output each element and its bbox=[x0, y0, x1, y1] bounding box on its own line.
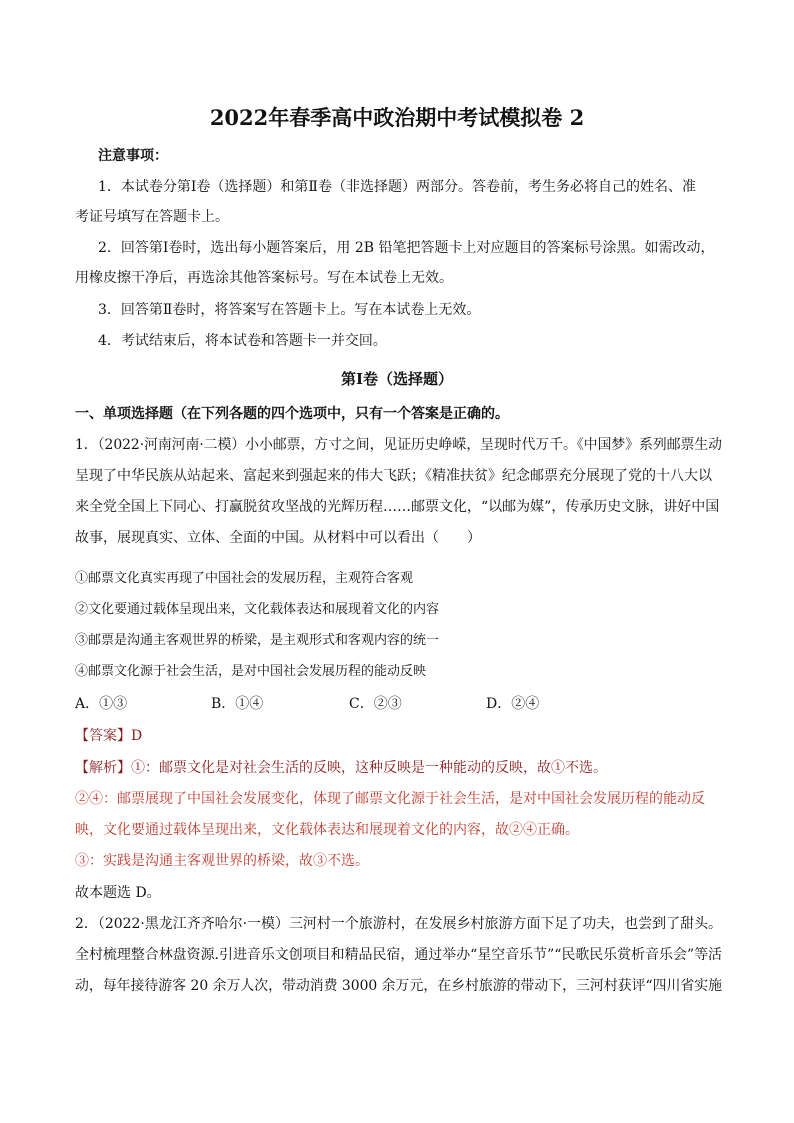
notice-line: 1．本试卷分第Ⅰ卷（选择题）和第Ⅱ卷（非选择题）两部分。答卷前，考生务必将自己的姓名、准 bbox=[98, 179, 696, 195]
notice-line: 考证号填写在答题卡上。 bbox=[75, 209, 229, 225]
notice-line: 3．回答第Ⅱ卷时，将答案写在答题卡上。写在本试卷上无效。 bbox=[98, 302, 481, 318]
answer-value: D bbox=[131, 728, 143, 744]
page-title: 2022年春季高中政治期中考试模拟卷 2 bbox=[209, 105, 585, 130]
statement-item: ②文化要通过载体呈现出来，文化载体表达和展现着文化的内容 bbox=[75, 602, 440, 617]
statement-item: ④邮票文化源于社会生活，是对中国社会发展历程的能动反映 bbox=[75, 664, 427, 679]
question-2-line: 2．（2022·黑龙江齐齐哈尔·一模）三河村一个旅游村，在发展乡村旅游方面下足了功夫，也尝到了甜头。 bbox=[75, 916, 723, 932]
question-1-line: 来全党全国上下同心、打赢脱贫攻坚战的光辉历程……邮票文化，“以邮为媒”，传承历史文脉，讲好中国 bbox=[75, 499, 720, 515]
statement-item: ①邮票文化真实再现了中国社会的发展历程，主观符合客观 bbox=[75, 571, 414, 586]
option-c: C．②③ bbox=[349, 696, 402, 712]
part-heading: 一、单项选择题（在下列各题的四个选项中，只有一个答案是正确的。 bbox=[75, 406, 509, 422]
option-a: A．①③ bbox=[75, 696, 128, 712]
analysis-text: ①：邮票文化是对社会生活的反映，这种反映是一种能动的反映，故①不选。 bbox=[131, 760, 607, 776]
question-2-line: 动，每年接待游客 20 余万人次，带动消费 3000 余万元，在乡村旅游的带动下，三河村获评“四川省实施 bbox=[75, 978, 722, 994]
question-2-line: 全村梳理整合林盘资源.引进音乐文创项目和精品民宿，通过举办“星空音乐节”“民歌民乐赏析音乐会”等活 bbox=[75, 947, 723, 963]
question-1-line: 呈现了中华民族从站起来、富起来到强起来的伟大飞跃；《精准扶贫》纪念邮票充分展现了党的十八大以 bbox=[75, 468, 712, 484]
statement-item: ③邮票是沟通主客观世界的桥梁，是主观形式和客观内容的统一 bbox=[75, 633, 440, 648]
section-title: 第Ⅰ卷（选择题） bbox=[340, 370, 454, 388]
answer-label: 【答案】 bbox=[75, 728, 131, 744]
option-d: D．②④ bbox=[486, 696, 540, 712]
option-b: B．①④ bbox=[211, 696, 264, 712]
analysis-line bbox=[75, 758, 607, 778]
analysis-text: 映，文化要通过载体呈现出来，文化载体表达和展现着文化的内容，故②④正确。 bbox=[75, 822, 579, 838]
analysis-text: ③：实践是沟通主客观世界的桥梁，故③不选。 bbox=[75, 853, 369, 869]
notice-heading: 注意事项： bbox=[98, 148, 168, 164]
question-1-line: 故事，展现真实、立体、全面的中国。从材料中可以看出（ ） bbox=[75, 530, 481, 546]
analysis-text: ②④：邮票展现了中国社会发展变化，体现了邮票文化源于社会生活，是对中国社会发展历程的能动反 bbox=[75, 791, 705, 807]
notice-line: 4．考试结束后，将本试卷和答题卡一并交回。 bbox=[98, 333, 387, 349]
analysis-label: 【解析】 bbox=[75, 760, 131, 776]
notice-line: 用橡皮擦干净后，再选涂其他答案标号。写在本试卷上无效。 bbox=[75, 270, 453, 286]
answer-line bbox=[75, 726, 142, 746]
conclusion: 故本题选 D。 bbox=[75, 885, 161, 901]
notice-line: 2．回答第Ⅰ卷时，选出每小题答案后，用 2B 铅笔把答题卡上对应题目的答案标号涂黑。如需改动， bbox=[98, 240, 715, 256]
question-1-line: 1．（2022·河南河南·二模）小小邮票，方寸之间，见证历史峥嵘，呈现时代万千。《中国梦》系列邮票生动 bbox=[75, 437, 722, 453]
